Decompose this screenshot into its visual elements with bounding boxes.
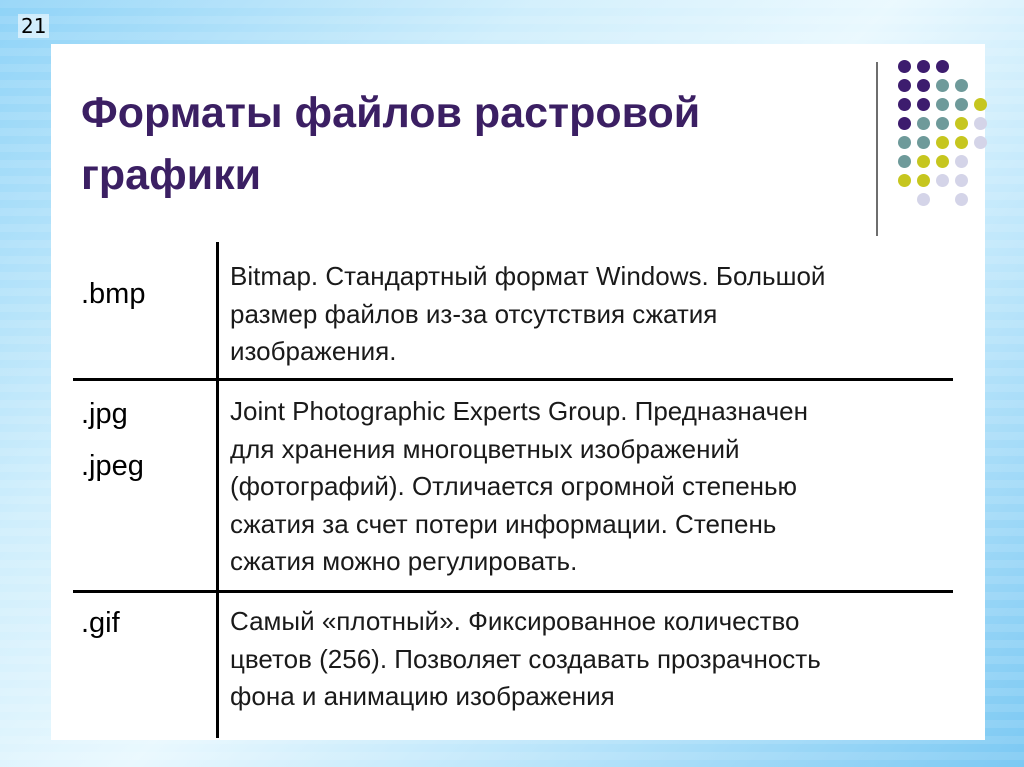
slide-title-line-2: графики (81, 151, 262, 199)
format-cell-jpg (81, 392, 144, 488)
decorative-dot (898, 98, 911, 111)
decorative-dot (936, 155, 949, 168)
decorative-dot (955, 155, 968, 168)
decorative-divider (876, 62, 878, 236)
formats-table (73, 242, 953, 738)
format-name: .bmp (81, 278, 146, 310)
slide (51, 44, 985, 740)
decorative-dot (917, 155, 930, 168)
decorative-dot (917, 136, 930, 149)
description-line: (фотографий). Отличается огромной степенью (230, 471, 798, 501)
decorative-dot (936, 79, 949, 92)
decorative-dot (917, 117, 930, 130)
decorative-dot-grid (886, 58, 986, 228)
decorative-dot (936, 174, 949, 187)
decorative-dot (917, 60, 930, 73)
decorative-dot (917, 193, 930, 206)
description-cell-bmp (230, 258, 930, 371)
decorative-dot (936, 136, 949, 149)
decorative-dot (955, 117, 968, 130)
decorative-dot (955, 136, 968, 149)
description-line: сжатия за счет потери информации. Степень (230, 508, 777, 539)
description-line: изображения. (230, 336, 397, 366)
decorative-dot (898, 79, 911, 92)
format-cell-gif (81, 601, 120, 645)
format-name: .gif (81, 607, 120, 639)
page-number: 21 (18, 14, 49, 38)
format-name: .jpeg (81, 450, 144, 482)
description-line: Bitmap. Стандартный формат Windows. Большой (230, 261, 826, 291)
format-name: .jpg (81, 398, 128, 430)
decorative-dot (936, 60, 949, 73)
decorative-dot (974, 98, 987, 111)
description-line: для хранения многоцветных изображений (230, 433, 740, 464)
description-line: Самый «плотный». Фиксированное количество (230, 606, 800, 636)
table-column-divider (216, 242, 219, 738)
decorative-dot (898, 174, 911, 187)
table-row-divider (73, 378, 953, 381)
slide-title-line-1: Форматы файлов растровой (81, 89, 701, 137)
slide-title (81, 82, 841, 206)
decorative-dot (936, 98, 949, 111)
format-cell-bmp (81, 272, 145, 316)
description-line: Joint Photographic Experts Group. Предназначен (230, 396, 808, 426)
decorative-dot (898, 117, 911, 130)
decorative-dot (955, 98, 968, 111)
decorative-dot (898, 155, 911, 168)
decorative-dot (917, 174, 930, 187)
decorative-dot (955, 193, 968, 206)
decorative-dot (955, 79, 968, 92)
description-cell-jpg (230, 393, 930, 581)
decorative-dot (974, 117, 987, 130)
decorative-dot (936, 117, 949, 130)
decorative-dot (974, 136, 987, 149)
decorative-dot (955, 174, 968, 187)
description-line: цветов (256). Позволяет создавать прозрачность (230, 643, 821, 674)
description-line: сжатия можно регулировать. (230, 546, 578, 576)
description-cell-gif (230, 603, 930, 716)
decorative-dot (917, 98, 930, 111)
description-line: фона и анимацию изображения (230, 681, 615, 711)
decorative-dot (917, 79, 930, 92)
description-line: размер файлов из-за отсутствия сжатия (230, 298, 718, 329)
decorative-dot (898, 60, 911, 73)
table-row-divider (73, 590, 953, 593)
decorative-dot (898, 136, 911, 149)
